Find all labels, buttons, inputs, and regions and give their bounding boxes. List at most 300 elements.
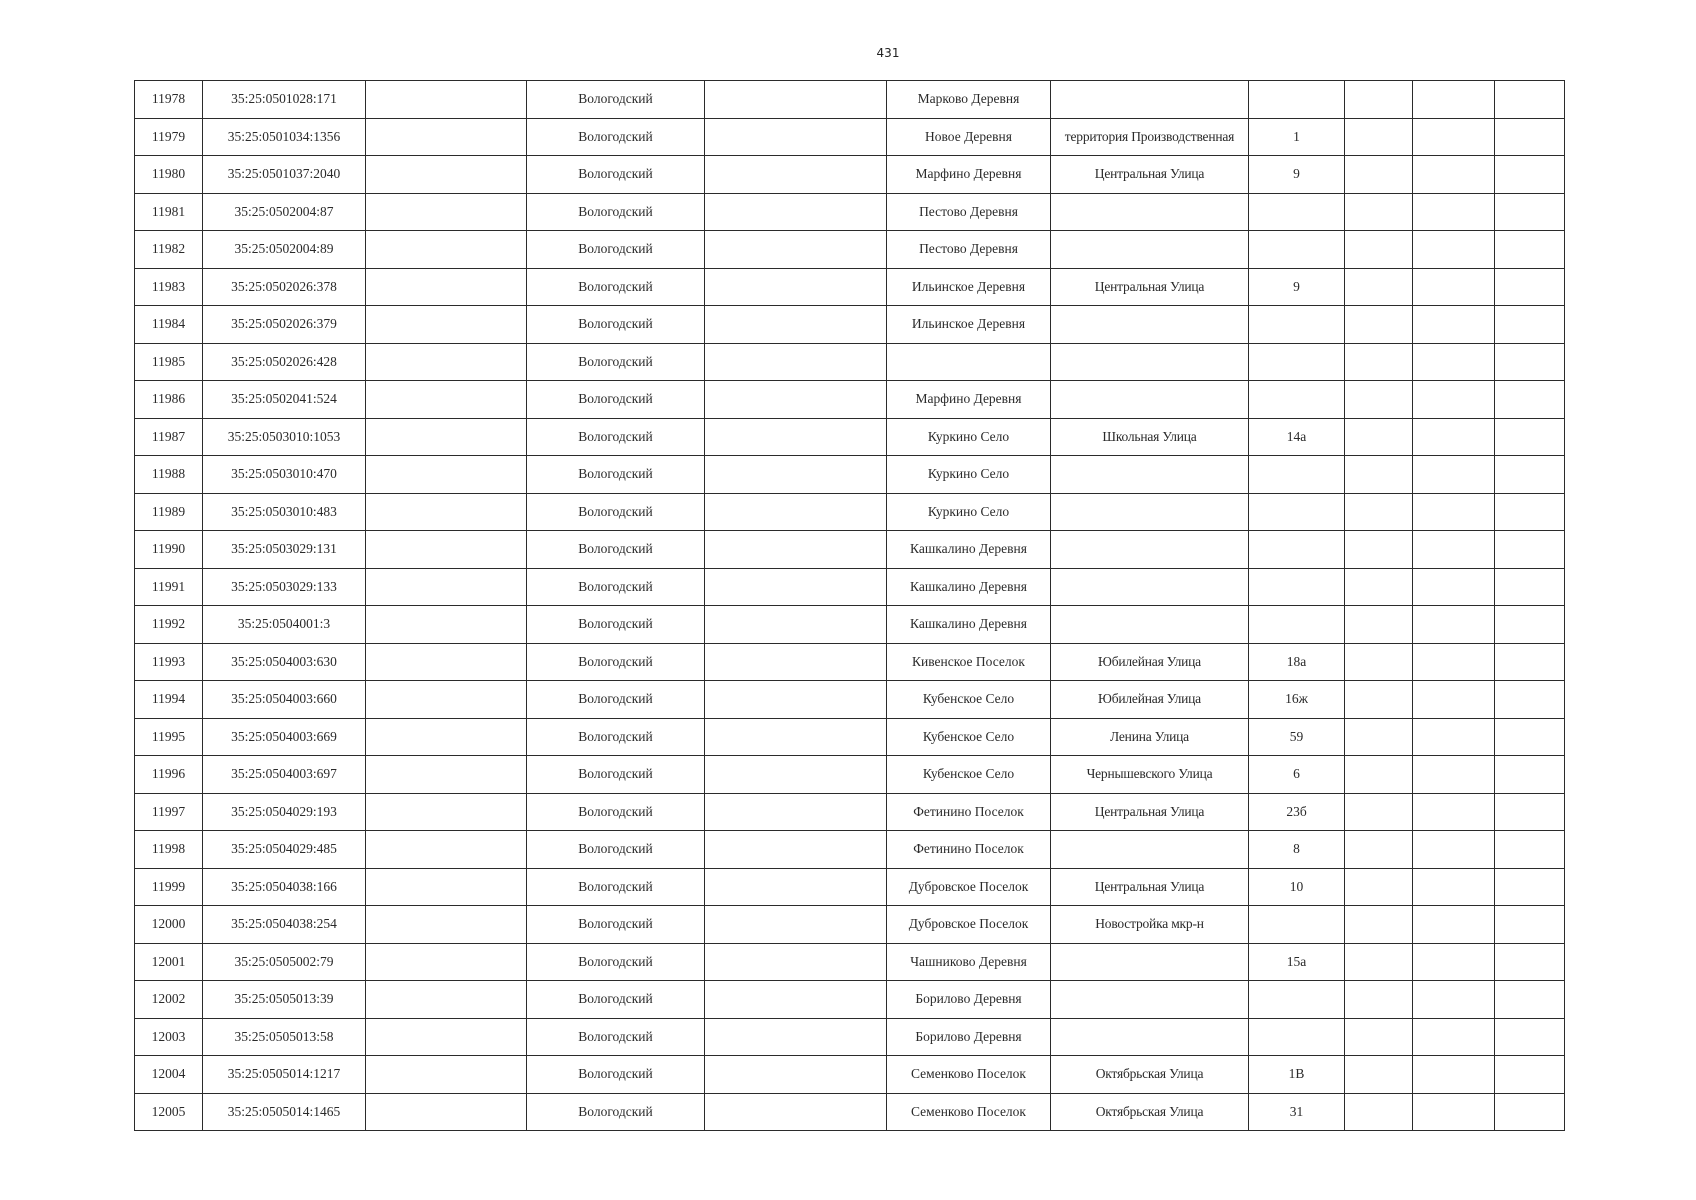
cell-empty xyxy=(705,981,887,1019)
cell-empty xyxy=(1345,606,1413,644)
cell-cadastral-number: 35:25:0503010:1053 xyxy=(203,418,366,456)
cell-empty xyxy=(1345,981,1413,1019)
cell-cadastral-number: 35:25:0504003:660 xyxy=(203,681,366,719)
cell-house xyxy=(1249,568,1345,606)
cell-empty xyxy=(705,831,887,869)
cell-row-number: 12002 xyxy=(135,981,203,1019)
table-row xyxy=(135,1056,1565,1094)
cell-cadastral-number: 35:25:0501034:1356 xyxy=(203,118,366,156)
cell-locality: Кашкалино Деревня xyxy=(887,568,1051,606)
cell-street xyxy=(1051,231,1249,269)
cell-house: 10 xyxy=(1249,868,1345,906)
cell-empty xyxy=(366,531,527,569)
cell-district: Вологодский xyxy=(527,1093,705,1131)
cell-empty xyxy=(366,118,527,156)
cell-locality: Ильинское Деревня xyxy=(887,268,1051,306)
cell-district: Вологодский xyxy=(527,531,705,569)
cell-district: Вологодский xyxy=(527,493,705,531)
cell-row-number: 11985 xyxy=(135,343,203,381)
cell-cadastral-number: 35:25:0504029:193 xyxy=(203,793,366,831)
cell-empty xyxy=(1345,493,1413,531)
cell-district: Вологодский xyxy=(527,231,705,269)
cell-street xyxy=(1051,456,1249,494)
cell-row-number: 11984 xyxy=(135,306,203,344)
cell-locality: Борилово Деревня xyxy=(887,981,1051,1019)
cell-house xyxy=(1249,606,1345,644)
cell-locality: Куркино Село xyxy=(887,418,1051,456)
cell-district: Вологодский xyxy=(527,193,705,231)
cell-empty xyxy=(366,493,527,531)
cell-district: Вологодский xyxy=(527,943,705,981)
cell-district: Вологодский xyxy=(527,343,705,381)
cell-empty xyxy=(705,531,887,569)
cell-cadastral-number: 35:25:0504003:669 xyxy=(203,718,366,756)
cell-locality: Марфино Деревня xyxy=(887,156,1051,194)
table-row xyxy=(135,381,1565,419)
cell-empty xyxy=(1495,1056,1565,1094)
table-row xyxy=(135,681,1565,719)
cell-cadastral-number: 35:25:0503010:483 xyxy=(203,493,366,531)
cell-empty xyxy=(1345,756,1413,794)
cell-district: Вологодский xyxy=(527,1056,705,1094)
cell-street xyxy=(1051,831,1249,869)
cell-empty xyxy=(1345,193,1413,231)
cell-empty xyxy=(1345,231,1413,269)
cell-house: 9 xyxy=(1249,268,1345,306)
cell-empty xyxy=(705,1056,887,1094)
cell-empty xyxy=(705,268,887,306)
cell-street: Ленина Улица xyxy=(1051,718,1249,756)
cell-locality: Фетинино Поселок xyxy=(887,793,1051,831)
cell-empty xyxy=(705,681,887,719)
cell-cadastral-number: 35:25:0504038:254 xyxy=(203,906,366,944)
cell-empty xyxy=(705,306,887,344)
cell-empty xyxy=(1495,906,1565,944)
cell-house: 14а xyxy=(1249,418,1345,456)
cell-empty xyxy=(366,981,527,1019)
cell-district: Вологодский xyxy=(527,156,705,194)
cell-cadastral-number: 35:25:0503010:470 xyxy=(203,456,366,494)
cell-house: 1В xyxy=(1249,1056,1345,1094)
cell-empty xyxy=(1345,568,1413,606)
cell-locality: Кубенское Село xyxy=(887,681,1051,719)
cell-empty xyxy=(366,1093,527,1131)
cell-empty xyxy=(1413,943,1495,981)
table-row xyxy=(135,343,1565,381)
cell-empty xyxy=(366,868,527,906)
cell-street: Юбилейная Улица xyxy=(1051,643,1249,681)
cell-empty xyxy=(1413,981,1495,1019)
cell-street xyxy=(1051,306,1249,344)
cell-empty xyxy=(705,756,887,794)
cell-district: Вологодский xyxy=(527,681,705,719)
table-row xyxy=(135,1018,1565,1056)
cell-empty xyxy=(1495,756,1565,794)
cell-empty xyxy=(1345,531,1413,569)
cell-row-number: 11980 xyxy=(135,156,203,194)
cell-row-number: 11990 xyxy=(135,531,203,569)
cell-locality: Кубенское Село xyxy=(887,756,1051,794)
cell-locality: Марфино Деревня xyxy=(887,381,1051,419)
table-row xyxy=(135,756,1565,794)
cell-empty xyxy=(366,943,527,981)
cell-empty xyxy=(1413,418,1495,456)
cell-empty xyxy=(366,268,527,306)
cell-empty xyxy=(1413,343,1495,381)
cell-row-number: 11995 xyxy=(135,718,203,756)
cell-empty xyxy=(1345,1093,1413,1131)
cell-street: Центральная Улица xyxy=(1051,868,1249,906)
cell-row-number: 11999 xyxy=(135,868,203,906)
table-row xyxy=(135,118,1565,156)
cell-empty xyxy=(705,81,887,119)
cell-district: Вологодский xyxy=(527,756,705,794)
table-row xyxy=(135,906,1565,944)
cell-district: Вологодский xyxy=(527,306,705,344)
cell-district: Вологодский xyxy=(527,718,705,756)
cell-empty xyxy=(1413,718,1495,756)
cell-row-number: 11986 xyxy=(135,381,203,419)
cell-empty xyxy=(366,906,527,944)
cell-empty xyxy=(705,906,887,944)
cell-empty xyxy=(1495,1018,1565,1056)
cell-empty xyxy=(1413,81,1495,119)
cell-locality: Ильинское Деревня xyxy=(887,306,1051,344)
cell-cadastral-number: 35:25:0505002:79 xyxy=(203,943,366,981)
cell-row-number: 11998 xyxy=(135,831,203,869)
cell-street xyxy=(1051,493,1249,531)
cell-empty xyxy=(705,381,887,419)
cell-empty xyxy=(366,568,527,606)
cell-street xyxy=(1051,943,1249,981)
cell-house: 1 xyxy=(1249,118,1345,156)
cell-row-number: 11989 xyxy=(135,493,203,531)
cell-row-number: 11988 xyxy=(135,456,203,494)
cell-empty xyxy=(1345,868,1413,906)
cell-street xyxy=(1051,568,1249,606)
cell-house: 59 xyxy=(1249,718,1345,756)
cell-row-number: 11993 xyxy=(135,643,203,681)
table-row xyxy=(135,943,1565,981)
cell-house xyxy=(1249,381,1345,419)
cell-district: Вологодский xyxy=(527,868,705,906)
cell-row-number: 12004 xyxy=(135,1056,203,1094)
cell-empty xyxy=(1345,1056,1413,1094)
cell-row-number: 12003 xyxy=(135,1018,203,1056)
cell-empty xyxy=(705,456,887,494)
cell-locality: Пестово Деревня xyxy=(887,231,1051,269)
cell-empty xyxy=(366,606,527,644)
cell-locality: Кивенское Поселок xyxy=(887,643,1051,681)
cell-cadastral-number: 35:25:0505014:1217 xyxy=(203,1056,366,1094)
cell-cadastral-number: 35:25:0501037:2040 xyxy=(203,156,366,194)
cell-empty xyxy=(366,418,527,456)
cell-locality: Семенково Поселок xyxy=(887,1056,1051,1094)
cell-empty xyxy=(1495,681,1565,719)
cell-empty xyxy=(366,681,527,719)
cell-locality: Куркино Село xyxy=(887,456,1051,494)
cell-empty xyxy=(1345,1018,1413,1056)
cell-house: 15а xyxy=(1249,943,1345,981)
cell-empty xyxy=(1345,456,1413,494)
cell-empty xyxy=(366,193,527,231)
cell-street xyxy=(1051,343,1249,381)
table-row xyxy=(135,156,1565,194)
cell-empty xyxy=(1413,118,1495,156)
cell-street: Октябрьская Улица xyxy=(1051,1093,1249,1131)
cell-house: 9 xyxy=(1249,156,1345,194)
cell-cadastral-number: 35:25:0505014:1465 xyxy=(203,1093,366,1131)
cell-locality: Дубровское Поселок xyxy=(887,868,1051,906)
cell-empty xyxy=(1413,906,1495,944)
cell-empty xyxy=(1495,568,1565,606)
cell-empty xyxy=(1413,606,1495,644)
cell-cadastral-number: 35:25:0501028:171 xyxy=(203,81,366,119)
table-row xyxy=(135,306,1565,344)
cell-house xyxy=(1249,531,1345,569)
cell-empty xyxy=(1413,306,1495,344)
cell-empty xyxy=(705,156,887,194)
cell-locality: Марково Деревня xyxy=(887,81,1051,119)
cell-empty xyxy=(705,606,887,644)
cell-house: 31 xyxy=(1249,1093,1345,1131)
cell-empty xyxy=(705,643,887,681)
table-row xyxy=(135,418,1565,456)
table-row xyxy=(135,606,1565,644)
cell-locality xyxy=(887,343,1051,381)
cell-empty xyxy=(366,456,527,494)
cell-empty xyxy=(1413,1018,1495,1056)
cell-street: Школьная Улица xyxy=(1051,418,1249,456)
cell-empty xyxy=(1495,418,1565,456)
table-row xyxy=(135,81,1565,119)
cell-district: Вологодский xyxy=(527,793,705,831)
table-row xyxy=(135,1093,1565,1131)
table-row xyxy=(135,868,1565,906)
cell-row-number: 11982 xyxy=(135,231,203,269)
cell-cadastral-number: 35:25:0504001:3 xyxy=(203,606,366,644)
cell-district: Вологодский xyxy=(527,906,705,944)
cell-empty xyxy=(1413,456,1495,494)
cell-district: Вологодский xyxy=(527,118,705,156)
cell-street xyxy=(1051,606,1249,644)
table-row xyxy=(135,793,1565,831)
cell-row-number: 11996 xyxy=(135,756,203,794)
cell-district: Вологодский xyxy=(527,381,705,419)
table-row xyxy=(135,718,1565,756)
cell-empty xyxy=(1495,306,1565,344)
cell-row-number: 11979 xyxy=(135,118,203,156)
cell-empty xyxy=(1413,268,1495,306)
cell-empty xyxy=(1345,831,1413,869)
cell-empty xyxy=(1413,831,1495,869)
cell-empty xyxy=(1345,81,1413,119)
cell-district: Вологодский xyxy=(527,268,705,306)
table-row xyxy=(135,568,1565,606)
cell-cadastral-number: 35:25:0502026:379 xyxy=(203,306,366,344)
table-row xyxy=(135,193,1565,231)
cell-street: Центральная Улица xyxy=(1051,156,1249,194)
cell-locality: Кубенское Село xyxy=(887,718,1051,756)
cell-row-number: 11983 xyxy=(135,268,203,306)
cell-street: Октябрьская Улица xyxy=(1051,1056,1249,1094)
cell-empty xyxy=(1495,456,1565,494)
cell-empty xyxy=(1345,718,1413,756)
cell-empty xyxy=(1495,643,1565,681)
cell-row-number: 12001 xyxy=(135,943,203,981)
cell-house: 23б xyxy=(1249,793,1345,831)
cell-district: Вологодский xyxy=(527,81,705,119)
table-row xyxy=(135,231,1565,269)
cell-empty xyxy=(1495,606,1565,644)
page-number: 431 xyxy=(876,46,900,60)
cell-empty xyxy=(366,306,527,344)
cell-empty xyxy=(705,193,887,231)
cell-cadastral-number: 35:25:0502004:87 xyxy=(203,193,366,231)
cell-district: Вологодский xyxy=(527,418,705,456)
cell-street xyxy=(1051,193,1249,231)
cell-empty xyxy=(1495,381,1565,419)
cell-empty xyxy=(1413,231,1495,269)
cell-empty xyxy=(1413,193,1495,231)
cell-empty xyxy=(1413,568,1495,606)
cell-row-number: 11991 xyxy=(135,568,203,606)
cell-cadastral-number: 35:25:0502004:89 xyxy=(203,231,366,269)
cell-empty xyxy=(705,343,887,381)
cell-house xyxy=(1249,981,1345,1019)
cell-house: 6 xyxy=(1249,756,1345,794)
cell-empty xyxy=(1345,156,1413,194)
cell-empty xyxy=(705,493,887,531)
cell-cadastral-number: 35:25:0505013:39 xyxy=(203,981,366,1019)
cell-locality: Кашкалино Деревня xyxy=(887,606,1051,644)
cell-cadastral-number: 35:25:0502041:524 xyxy=(203,381,366,419)
cell-house: 18а xyxy=(1249,643,1345,681)
cell-empty xyxy=(1495,981,1565,1019)
cell-empty xyxy=(366,231,527,269)
cell-district: Вологодский xyxy=(527,606,705,644)
cell-cadastral-number: 35:25:0503029:131 xyxy=(203,531,366,569)
cell-cadastral-number: 35:25:0504038:166 xyxy=(203,868,366,906)
cell-empty xyxy=(366,156,527,194)
cell-empty xyxy=(1495,831,1565,869)
cell-locality: Кашкалино Деревня xyxy=(887,531,1051,569)
cell-locality: Пестово Деревня xyxy=(887,193,1051,231)
cell-empty xyxy=(366,756,527,794)
cell-locality: Дубровское Поселок xyxy=(887,906,1051,944)
cell-cadastral-number: 35:25:0502026:428 xyxy=(203,343,366,381)
cell-empty xyxy=(366,343,527,381)
cell-cadastral-number: 35:25:0504029:485 xyxy=(203,831,366,869)
cell-cadastral-number: 35:25:0504003:630 xyxy=(203,643,366,681)
cell-empty xyxy=(1413,1093,1495,1131)
cell-row-number: 11992 xyxy=(135,606,203,644)
cell-empty xyxy=(1345,268,1413,306)
cell-empty xyxy=(1413,793,1495,831)
registry-table xyxy=(134,80,1565,1131)
cell-empty xyxy=(366,831,527,869)
cell-cadastral-number: 35:25:0504003:697 xyxy=(203,756,366,794)
cell-street: Центральная Улица xyxy=(1051,793,1249,831)
table-row xyxy=(135,531,1565,569)
cell-empty xyxy=(1495,81,1565,119)
cell-empty xyxy=(1413,381,1495,419)
cell-empty xyxy=(705,1018,887,1056)
cell-row-number: 11978 xyxy=(135,81,203,119)
cell-empty xyxy=(1345,906,1413,944)
cell-locality: Семенково Поселок xyxy=(887,1093,1051,1131)
cell-empty xyxy=(1495,793,1565,831)
cell-empty xyxy=(1495,531,1565,569)
cell-empty xyxy=(1345,418,1413,456)
cell-row-number: 12000 xyxy=(135,906,203,944)
cell-district: Вологодский xyxy=(527,981,705,1019)
cell-empty xyxy=(366,718,527,756)
cell-empty xyxy=(366,643,527,681)
cell-street: территория Производственная xyxy=(1051,118,1249,156)
cell-house: 8 xyxy=(1249,831,1345,869)
cell-empty xyxy=(1345,643,1413,681)
cell-house xyxy=(1249,231,1345,269)
cell-street xyxy=(1051,81,1249,119)
cell-house xyxy=(1249,456,1345,494)
cell-row-number: 11994 xyxy=(135,681,203,719)
cell-empty xyxy=(1413,868,1495,906)
cell-street: Центральная Улица xyxy=(1051,268,1249,306)
table-row xyxy=(135,493,1565,531)
cell-empty xyxy=(366,1018,527,1056)
cell-row-number: 12005 xyxy=(135,1093,203,1131)
cell-empty xyxy=(1495,943,1565,981)
cell-empty xyxy=(705,793,887,831)
cell-empty xyxy=(366,1056,527,1094)
table-row xyxy=(135,268,1565,306)
cell-empty xyxy=(1495,1093,1565,1131)
cell-empty xyxy=(1345,681,1413,719)
cell-empty xyxy=(366,381,527,419)
cell-empty xyxy=(1495,156,1565,194)
cell-empty xyxy=(1345,343,1413,381)
cell-empty xyxy=(705,118,887,156)
cell-empty xyxy=(1413,1056,1495,1094)
cell-empty xyxy=(705,943,887,981)
table-row xyxy=(135,643,1565,681)
cell-empty xyxy=(705,718,887,756)
cell-locality: Куркино Село xyxy=(887,493,1051,531)
cell-district: Вологодский xyxy=(527,456,705,494)
cell-empty xyxy=(1345,381,1413,419)
cell-street xyxy=(1051,1018,1249,1056)
table-row xyxy=(135,456,1565,494)
cell-empty xyxy=(1413,156,1495,194)
cell-house xyxy=(1249,193,1345,231)
cell-empty xyxy=(1495,493,1565,531)
cell-house xyxy=(1249,1018,1345,1056)
table-row xyxy=(135,831,1565,869)
cell-empty xyxy=(1495,268,1565,306)
cell-empty xyxy=(366,81,527,119)
cell-district: Вологодский xyxy=(527,568,705,606)
cell-district: Вологодский xyxy=(527,1018,705,1056)
cell-house xyxy=(1249,81,1345,119)
cell-district: Вологодский xyxy=(527,643,705,681)
cell-empty xyxy=(1495,343,1565,381)
cell-street xyxy=(1051,981,1249,1019)
cell-house: 16ж xyxy=(1249,681,1345,719)
cell-locality: Борилово Деревня xyxy=(887,1018,1051,1056)
table-body xyxy=(135,81,1565,1131)
cell-row-number: 11987 xyxy=(135,418,203,456)
